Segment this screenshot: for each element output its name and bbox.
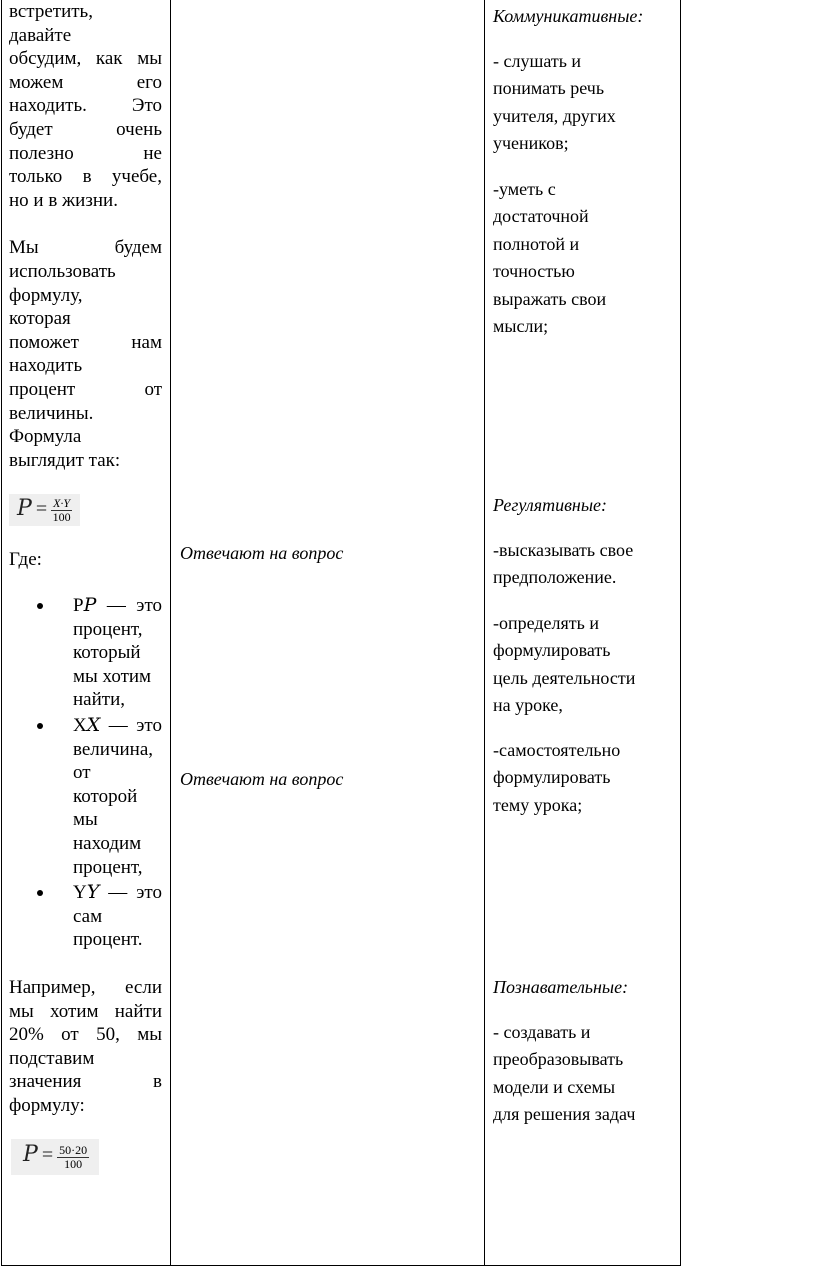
formula-equals: = xyxy=(35,498,48,521)
text-line: но и в жизни. xyxy=(9,189,118,211)
text-line: можем его xyxy=(9,71,162,93)
text-line: тему урока; xyxy=(493,794,583,815)
cognitive-skills xyxy=(493,974,673,1129)
text-line: формулировать xyxy=(493,640,611,660)
text-line: -уметь с xyxy=(493,178,556,199)
regulatory-skills xyxy=(493,492,673,819)
text-line: процент. xyxy=(73,929,143,951)
text-line: для решения задач xyxy=(493,1104,636,1124)
student-answer-2: Отвечают на вопрос xyxy=(180,769,344,789)
formula-denominator: 100 xyxy=(64,1156,83,1171)
formula-equals: = xyxy=(41,1144,54,1167)
text-line: цель деятельности xyxy=(493,667,636,688)
text-line: значения в xyxy=(9,1071,162,1093)
text-line: использовать xyxy=(9,260,116,282)
variable-list xyxy=(9,594,162,952)
text-line: учителя, других xyxy=(493,105,616,126)
section-heading: Коммуникативные: xyxy=(493,6,644,26)
text-line: процент, xyxy=(73,856,143,878)
text-line: величина, xyxy=(73,738,154,760)
text-line: находим xyxy=(73,832,142,854)
text-line: полезно не xyxy=(9,142,162,164)
text-line: формулу: xyxy=(9,1094,85,1116)
text-line: формулировать xyxy=(493,767,611,787)
section-heading: Познавательные: xyxy=(493,977,629,997)
text-line: давайте xyxy=(9,24,72,46)
formula-lhs: P xyxy=(17,496,32,522)
text-line: -определять и xyxy=(493,612,599,633)
text-line: Y𝑌 — это xyxy=(73,882,162,904)
text-line: - создавать и xyxy=(493,1021,591,1042)
communicative-skills xyxy=(493,3,673,341)
table-border-right xyxy=(680,0,681,1266)
text-line: мы хотим xyxy=(73,665,152,687)
formula-numerator: X·Y xyxy=(53,496,71,511)
text-line: от xyxy=(73,762,91,784)
text-line: поможет нам xyxy=(9,331,162,353)
text-line: 20% от 50, мы xyxy=(9,1024,162,1046)
percent-formula xyxy=(9,494,80,526)
text-line: Мы будем xyxy=(9,237,162,259)
text-line: Например, если xyxy=(9,976,162,998)
text-line: преобразовывать xyxy=(493,1049,624,1069)
list-item xyxy=(9,594,162,712)
text-line: которой xyxy=(73,785,138,807)
text-line: -самостоятельно xyxy=(493,739,621,760)
text-line: точностью xyxy=(493,261,575,281)
text-line: достаточной xyxy=(493,206,589,226)
list-item xyxy=(9,714,162,879)
text-line: которая xyxy=(9,308,71,330)
text-line: находить. Это xyxy=(9,95,162,117)
text-line: понимать речь xyxy=(493,78,605,98)
formula-denominator: 100 xyxy=(52,510,71,525)
teacher-activity-cell xyxy=(9,0,162,1175)
where-label: Где: xyxy=(9,549,42,571)
formula-fraction xyxy=(51,497,72,524)
text-line: величины. xyxy=(9,402,94,424)
table-border-left xyxy=(1,0,2,1266)
text-line: полнотой и xyxy=(493,233,580,254)
text-line: найти, xyxy=(73,689,125,711)
text-line: мы xyxy=(73,809,98,831)
text-line: P𝑃 — это xyxy=(73,595,162,617)
text-line: выглядит так: xyxy=(9,449,121,471)
text-line: - слушать и xyxy=(493,50,582,71)
text-line: который xyxy=(73,642,141,664)
text-line: -высказывать свое xyxy=(493,539,634,560)
text-line: находить xyxy=(9,355,83,377)
text-line: только в учебе, xyxy=(9,166,162,188)
bullet-icon xyxy=(37,890,43,896)
table-border-bottom xyxy=(1,1265,681,1266)
text-line: учеников; xyxy=(493,133,569,153)
text-line: встретить, xyxy=(9,1,93,22)
text-line: процент, xyxy=(73,618,143,640)
example-formula xyxy=(11,1139,99,1174)
student-answer-1: Отвечают на вопрос xyxy=(180,543,344,563)
column-divider-2 xyxy=(484,0,485,1266)
bullet-icon xyxy=(37,603,43,609)
text-line: будет очень xyxy=(9,118,162,140)
text-line: подставим xyxy=(9,1047,95,1069)
text-line: обсудим, как мы xyxy=(9,48,162,70)
bullet-icon xyxy=(37,723,43,729)
text-line: мысли; xyxy=(493,316,549,336)
text-line: на уроке, xyxy=(493,695,563,715)
list-item xyxy=(9,881,162,952)
text-line: сам xyxy=(73,905,103,927)
text-line: предположение. xyxy=(493,567,617,587)
text-line: модели и схемы xyxy=(493,1076,616,1097)
text-line: выражать свои xyxy=(493,288,607,309)
text-line: X𝑋 — это xyxy=(73,714,162,736)
formula-numerator: 50·20 xyxy=(59,1142,88,1157)
text-line: формулу, xyxy=(9,284,83,306)
text-line: мы хотим найти xyxy=(9,1000,162,1022)
formula-lhs: P xyxy=(23,1142,38,1168)
section-heading: Регулятивные: xyxy=(493,495,607,515)
formula-fraction xyxy=(57,1144,89,1171)
column-divider-1 xyxy=(170,0,171,1266)
text-line: процент от xyxy=(9,378,162,400)
text-line: Формула xyxy=(9,426,82,448)
